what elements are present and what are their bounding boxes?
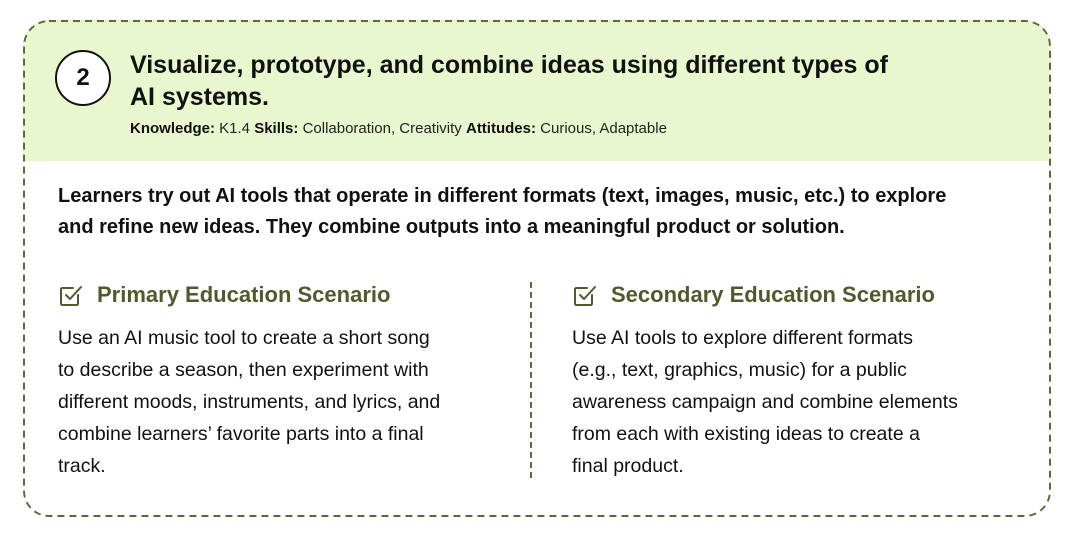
- knowledge-value: K1.4: [219, 120, 251, 137]
- primary-scenario-text: [58, 322, 508, 482]
- secondary-scenario: [572, 278, 1022, 482]
- title-line-2: AI systems.: [130, 83, 269, 111]
- secondary-scenario-header: [572, 278, 1022, 312]
- attitudes-value: Curious, Adaptable: [540, 120, 667, 137]
- secondary-scenario-text: [572, 322, 1022, 482]
- card-header: [23, 20, 1051, 161]
- attitudes-label: Attitudes:: [465, 120, 536, 137]
- column-divider: [530, 282, 532, 478]
- number-badge-label: 2: [76, 64, 90, 91]
- skills-label: Skills:: [254, 120, 299, 137]
- secondary-scenario-title: Secondary Education Scenario: [611, 282, 935, 307]
- lead-line-2: and refine new ideas. They combine outputs into a meaningful product or solution.: [58, 216, 845, 238]
- secondary-line-4: from each with existing ideas to create a: [572, 423, 920, 445]
- primary-line-2: to describe a season, then experiment with: [58, 359, 429, 381]
- title-line-1: Visualize, prototype, and combine ideas using different types of: [130, 51, 889, 79]
- number-badge: [55, 50, 111, 106]
- skills-value: Collaboration, Creativity: [302, 120, 462, 137]
- secondary-line-3: awareness campaign and combine elements: [572, 391, 958, 413]
- lead-line-1: Learners try out AI tools that operate in different formats (text, images, music, etc.) to explore: [58, 185, 947, 207]
- primary-scenario-header: [58, 278, 508, 312]
- secondary-line-2: (e.g., text, graphics, music) for a public: [572, 359, 907, 381]
- primary-line-3: different moods, instruments, and lyrics, and: [58, 391, 441, 413]
- knowledge-label: Knowledge:: [130, 120, 215, 137]
- primary-line-1: Use an AI music tool to create a short song: [58, 327, 430, 349]
- secondary-line-1: Use AI tools to explore different formats: [572, 327, 914, 349]
- checkbox-check-icon: [572, 282, 598, 308]
- primary-scenario-title: Primary Education Scenario: [97, 282, 391, 307]
- checkbox-check-icon: [58, 282, 84, 308]
- secondary-line-5: final product.: [572, 455, 684, 477]
- competency-meta: [130, 119, 667, 139]
- primary-line-5: track.: [58, 455, 106, 477]
- primary-line-4: combine learners’ favorite parts into a final: [58, 423, 424, 445]
- lead-description: [58, 181, 1038, 243]
- competency-card: [23, 20, 1051, 517]
- card-title: [130, 49, 970, 113]
- primary-scenario: [58, 278, 508, 482]
